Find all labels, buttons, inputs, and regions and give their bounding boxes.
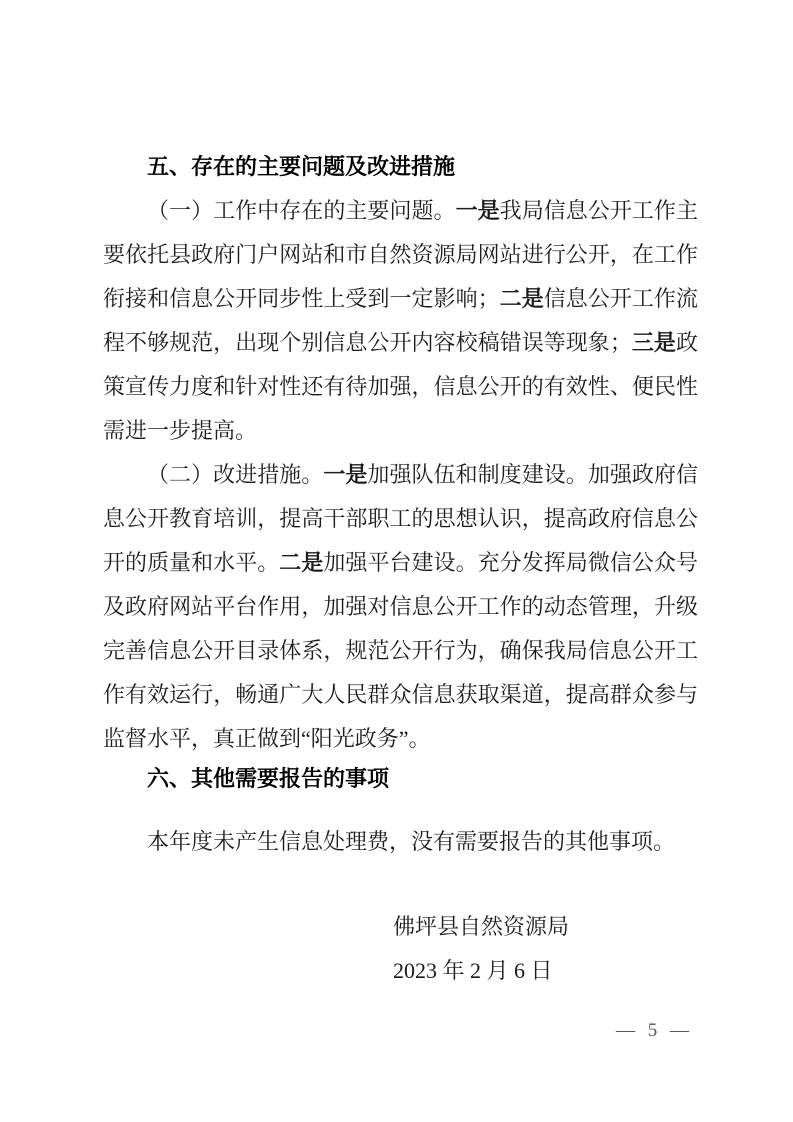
emphasis-segment: 三是	[631, 330, 676, 355]
text-segment: （二）改进措施。	[147, 462, 324, 487]
text-segment: 加强队伍和制度建设。加强政府信息公开教育培训，提高干部职工的思想认识，提高政府信息公开的质量和水平。	[103, 462, 698, 575]
text-segment: （一）工作中存在的主要问题。	[147, 198, 456, 223]
page-number: — 5 —	[616, 1020, 693, 1041]
section-heading-six: 六、其他需要报告的事项	[147, 766, 390, 791]
emphasis-segment: 二是	[279, 550, 324, 575]
paragraph-other-items	[103, 820, 698, 864]
section-heading-five: 五、存在的主要问题及改进措施	[147, 154, 456, 179]
signature-org: 佛坪县自然资源局	[393, 914, 570, 939]
text-segment: 信息公开工作流程不够规范，出现个别信息公开内容校稿错误等现象；	[103, 286, 698, 355]
paragraph-measures	[103, 453, 698, 761]
text-segment: 本年度未产生信息处理费，没有需要报告的其他事项。	[147, 829, 676, 854]
emphasis-segment: 一是	[455, 198, 500, 223]
text-segment: 加强平台建设。充分发挥局微信公众号及政府网站平台作用，加强对信息公开工作的动态管理，升级完善信息公开目录体系，规范公开行为，确保我局信息公开工作有效运行，畅通广大人民群众信息获取渠道，提高群众参与监督水平，真正做到“阳光政务”。	[103, 550, 698, 751]
emphasis-segment: 一是	[323, 462, 368, 487]
text-segment: 我局信息公开工作主要依托县政府门户网站和市自然资源局网站进行公开，在工作衔接和信息公开同步性上受到一定影响；	[103, 198, 698, 311]
text-segment: 政策宣传力度和针对性还有待加强，信息公开的有效性、便民性需进一步提高。	[103, 330, 698, 443]
emphasis-segment: 二是	[499, 286, 544, 311]
paragraph-problems	[103, 189, 698, 453]
signature-date: 2023 年 2 月 6 日	[393, 958, 553, 983]
